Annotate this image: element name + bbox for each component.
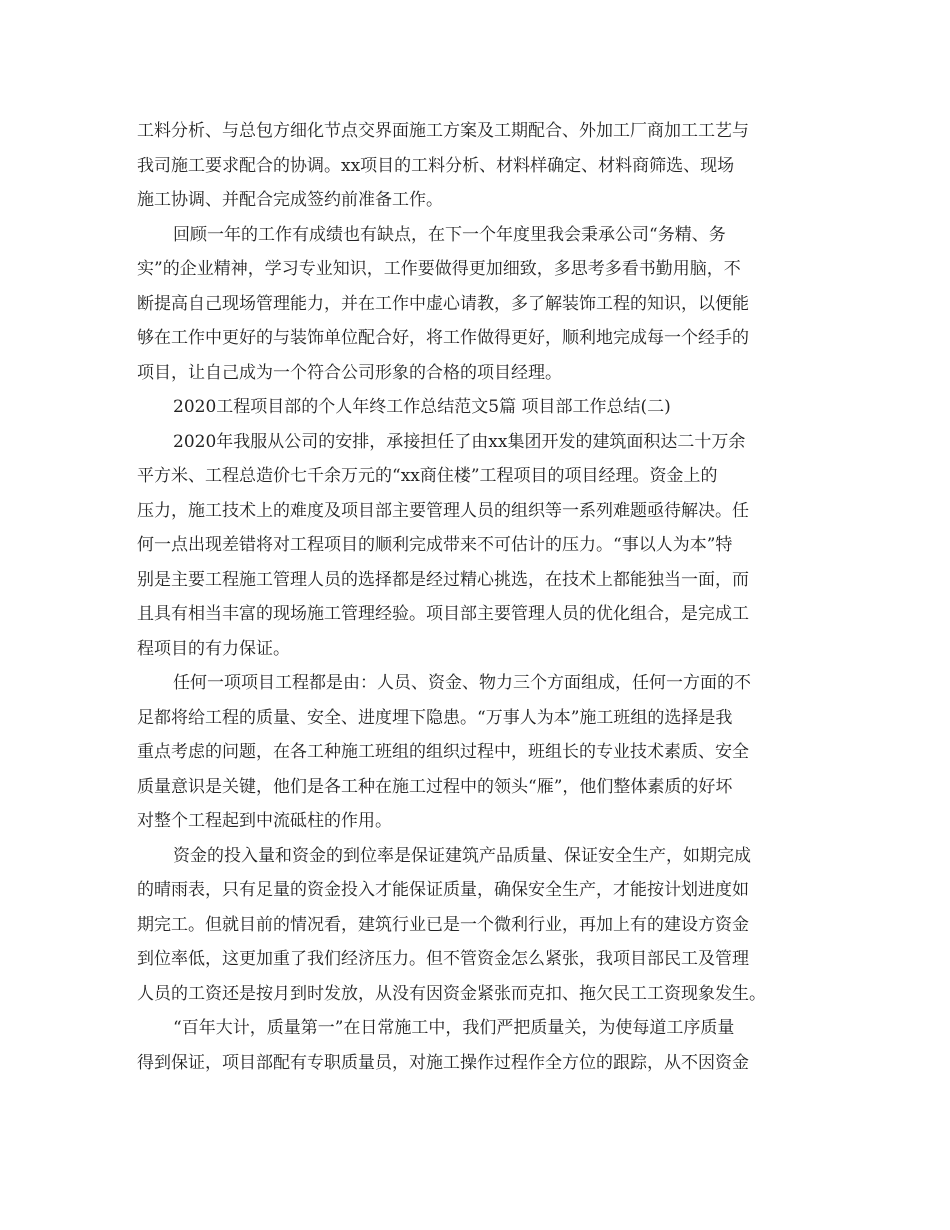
text-line: 我司施工要求配合的协调。xx项目的工料分析、材料样确定、材料商筛选、现场	[137, 155, 735, 176]
text-line: 压力，施工技术上的难度及项目部主要管理人员的组织等一系列难题亟待解决。任	[137, 500, 749, 521]
text-line: 质量意识是关键，他们是各工种在施工过程中的领头“雁”，他们整体素质的好坏	[137, 776, 733, 797]
text-line: 任何一项项目工程都是由：人员、资金、物力三个方面组成，任何一方面的不	[173, 673, 751, 693]
text-line: 项目，让自己成为一个符合公司形象的合格的项目经理。	[137, 362, 562, 383]
text-line: 得到保证，项目部配有专职质量员，对施工操作过程作全方位的跟踪，从不因资金	[137, 1052, 749, 1073]
text-line: 且具有相当丰富的现场施工管理经验。项目部主要管理人员的优化组合，是完成工	[137, 604, 749, 624]
text-line: 实”的企业精神，学习专业知识，工作要做得更加细致，多思考多看书勤用脑，不	[137, 259, 741, 279]
text-line: 回顾一年的工作有成绩也有缺点，在下一个年度里我会秉承公司“务精、务	[173, 224, 726, 245]
text-line: 施工协调、并配合完成签约前准备工作。	[137, 190, 443, 210]
text-line: 重点考虑的问题，在各工种施工班组的组织过程中，班组长的专业技术素质、安全	[137, 742, 749, 762]
text-line: 工料分析、与总包方细化节点交界面施工方案及工期配合、外加工厂商加工工艺与	[137, 121, 749, 141]
text-line: 程项目的有力保证。	[137, 638, 290, 659]
text-line: 的晴雨表，只有足量的资金投入才能保证质量，确保安全生产，才能按计划进度如	[137, 880, 749, 900]
text-line: 平方米、工程总造价七千余万元的“xx商住楼”工程项目的项目经理。资金上的	[137, 466, 718, 486]
text-line: 到位率低，这更加重了我们经济压力。但不管资金怎么紧张，我项目部民工及管理	[137, 949, 749, 969]
text-line: 对整个工程起到中流砥柱的作用。	[137, 811, 392, 831]
text-line: “百年大计，质量第一”在日常施工中，我们严把质量关，为使每道工序质量	[173, 1018, 735, 1038]
text-line: 人员的工资还是按月到时发放，从没有因资金紧张而克扣、拖欠民工工资现象发生。	[137, 983, 766, 1004]
text-line: 别是主要工程施工管理人员的选择都是经过精心挑选，在技术上都能独当一面，而	[137, 569, 749, 590]
text-line: 2020工程项目部的个人年终工作总结范文5篇 项目部工作总结(二)	[173, 397, 671, 417]
document-body	[137, 114, 817, 1080]
text-line: 断提高自己现场管理能力，并在工作中虚心请教，多了解装饰工程的知识，以便能	[137, 293, 749, 314]
text-line: 何一点出现差错将对工程项目的顺利完成带来不可估计的压力。“事以人为本”特	[137, 535, 733, 555]
text-line: 资金的投入量和资金的到位率是保证建筑产品质量、保证安全生产，如期完成	[173, 845, 751, 866]
text-line: 够在工作中更好的与装饰单位配合好，将工作做得更好，顺利地完成每一个经手的	[137, 328, 749, 348]
text-line: 足都将给工程的质量、安全、进度埋下隐患。“万事人为本”施工班组的选择是我	[137, 707, 733, 728]
text-line: 2020年我服从公司的安排，承接担任了由xx集团开发的建筑面积达二十万余	[173, 431, 746, 452]
text-line: 期完工。但就目前的情况看，建筑行业已是一个微利行业，再加上有的建设方资金	[137, 914, 749, 935]
